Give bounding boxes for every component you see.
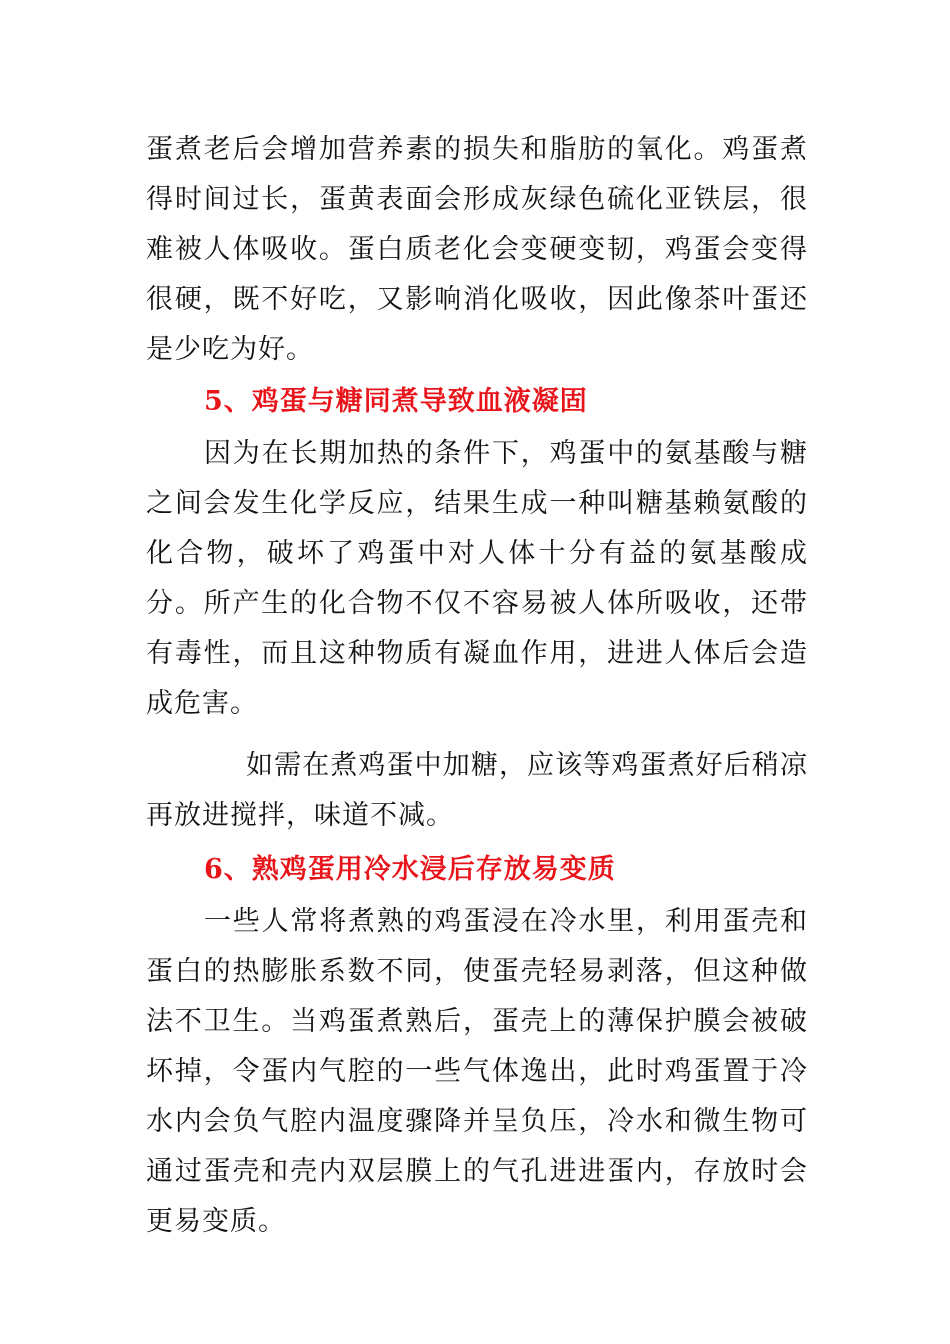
document-page xyxy=(146,125,808,1247)
heading-egg-sugar: 5、鸡蛋与糖同煮导致血液凝固 xyxy=(204,386,588,417)
paragraph-cold-water-spoilage: 一些人常将煮熟的鸡蛋浸在冷水里，利用蛋壳和蛋白的热膨胀系数不同，使蛋壳轻易剥落，但这种做法不卫生。当鸡蛋煮熟后，蛋壳上的薄保护膜会被破坏掉，令蛋内气腔的一些气体逸出，此时鸡蛋置于冷水内会负气腔内温度骤降并呈负压，冷水和微生物可通过蛋壳和壳内双层膜上的气孔进进蛋内，存放时会更易变质。 xyxy=(146,906,808,1237)
paragraph-egg-overcooking: 蛋煮老后会增加营养素的损失和脂肪的氧化。鸡蛋煮得时间过长，蛋黄表面会形成灰绿色硫化亚铁层，很难被人体吸收。蛋白质老化会变硬变韧，鸡蛋会变得很硬，既不好吃，又影响消化吸收，因此像茶叶蛋还是少吃为好。 xyxy=(146,134,808,365)
paragraph-egg-sugar-reaction: 因为在长期加热的条件下，鸡蛋中的氨基酸与糖之间会发生化学反应，结果生成一种叫糖基赖氨酸的化合物，破坏了鸡蛋中对人体十分有益的氨基酸成分。所产生的化合物不仅不容易被人体所吸收，还带有毒性，而且这种物质有凝血作用，进进人体后会造成危害。 xyxy=(146,438,808,719)
heading-cold-water-egg: 6、熟鸡蛋用冷水浸后存放易变质 xyxy=(204,854,616,885)
paragraph-sugar-advice: 如需在煮鸡蛋中加糖，应该等鸡蛋煮好后稍凉再放进搅拌，味道不减。 xyxy=(146,750,808,831)
